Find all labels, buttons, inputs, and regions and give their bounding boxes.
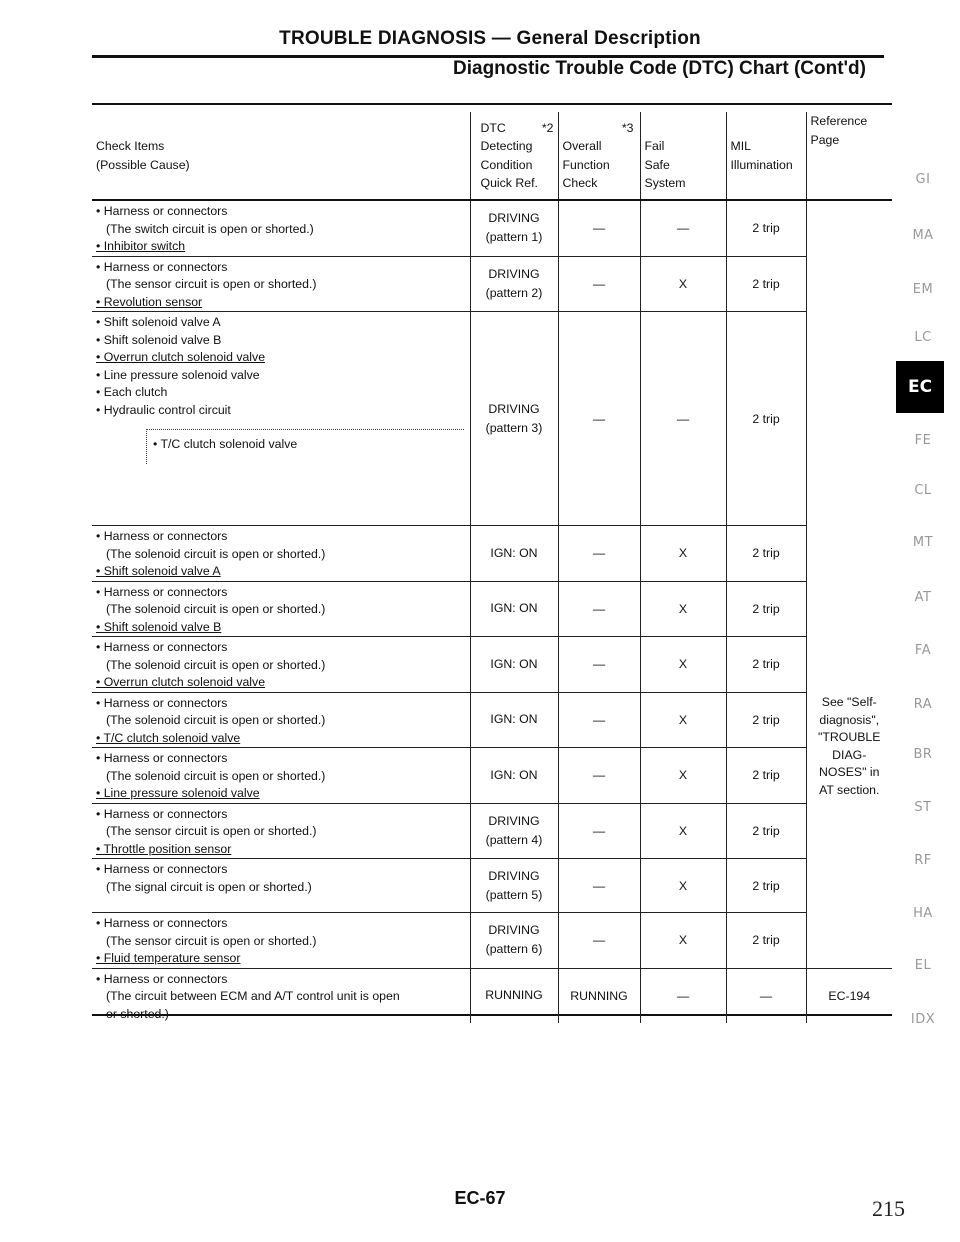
table-row <box>92 859 892 913</box>
fail-safe-cell: X <box>640 581 726 637</box>
dtc-condition-cell <box>470 200 558 256</box>
overall-cell: — <box>558 312 640 526</box>
section-tab[interactable]: EL <box>914 958 932 973</box>
section-tab-active[interactable]: EC <box>896 361 944 413</box>
dtc-condition: DRIVING <box>488 868 540 883</box>
check-item: • Harness or connectors <box>96 259 228 274</box>
dtc-condition-cell <box>470 859 558 913</box>
dtc-condition-cell <box>470 581 558 637</box>
section-tab[interactable]: EM <box>912 282 934 297</box>
header-dtc: DTC *2 Detecting Condition Quick Ref. <box>470 112 558 200</box>
check-item: • Harness or connectors <box>96 204 228 218</box>
mil-cell: 2 trip <box>726 581 806 637</box>
table-row <box>92 913 892 969</box>
check-item: (The solenoid circuit is open or shorted.) <box>106 713 326 727</box>
check-item: (The switch circuit is open or shorted.) <box>106 221 314 236</box>
dtc-condition: IGN: ON <box>490 656 538 671</box>
fail-safe-cell: — <box>640 200 726 256</box>
table-row <box>92 748 892 804</box>
check-item: (The solenoid circuit is open or shorted.) <box>106 657 326 672</box>
dtc-condition: DRIVING <box>488 813 540 828</box>
check-item: (The sensor circuit is open or shorted.) <box>106 933 317 948</box>
dtc-condition-cell <box>470 968 558 1023</box>
check-item: (The sensor circuit is open or shorted.) <box>106 277 317 291</box>
overall-cell: — <box>558 859 640 913</box>
fail-safe-cell: X <box>640 637 726 693</box>
reference-note-line: See "Self- <box>821 695 877 709</box>
overall-cell: — <box>558 637 640 693</box>
table-row <box>92 803 892 859</box>
overall-cell: — <box>558 748 640 804</box>
overall-cell: — <box>558 581 640 637</box>
mil-cell: 2 trip <box>726 692 806 748</box>
dtc-condition: (pattern 4) <box>485 832 543 847</box>
check-items-cell <box>92 200 470 256</box>
header-mil: MIL Illumination <box>726 112 806 200</box>
overall-cell: — <box>558 913 640 969</box>
reference-cell <box>806 200 892 256</box>
overall-cell: — <box>558 256 640 312</box>
fail-safe-cell: X <box>640 913 726 969</box>
check-item: • Harness or connectors <box>96 529 228 543</box>
mil-cell: 2 trip <box>726 913 806 969</box>
check-item: • Fluid temperature sensor <box>96 951 241 965</box>
check-item: (The solenoid circuit is open or shorted.) <box>106 768 326 783</box>
dtc-condition: DRIVING <box>488 401 540 416</box>
overall-cell: — <box>558 692 640 748</box>
check-item: (The solenoid circuit is open or shorted.) <box>106 546 326 561</box>
reference-note-line: NOSES" in <box>819 765 880 779</box>
check-item: (The solenoid circuit is open or shorted.) <box>106 602 326 616</box>
section-tab[interactable]: CL <box>914 483 932 498</box>
section-tab[interactable]: MT <box>912 535 934 550</box>
mil-cell: 2 trip <box>726 803 806 859</box>
check-item: • Harness or connectors <box>96 862 228 876</box>
table-row <box>92 581 892 637</box>
check-item: • Shift solenoid valve B <box>96 619 222 634</box>
check-item: • Shift solenoid valve A <box>96 315 221 329</box>
dtc-condition: IGN: ON <box>490 601 538 616</box>
dtc-chart-table <box>92 112 892 1023</box>
table-top-rule <box>92 103 892 105</box>
table-row <box>92 256 892 312</box>
header-overall: *3 Overall Function Check <box>558 112 640 200</box>
check-item: or shorted.) <box>106 1006 169 1021</box>
dtc-condition-cell <box>470 637 558 693</box>
dtc-condition: DRIVING <box>488 923 540 938</box>
fail-safe-cell: X <box>640 859 726 913</box>
fail-safe-cell: X <box>640 748 726 804</box>
dtc-condition: (pattern 6) <box>485 942 543 957</box>
header-row <box>92 112 892 200</box>
check-item: • Line pressure solenoid valve <box>96 786 260 800</box>
check-items-cell <box>92 581 470 637</box>
check-item: • T/C clutch solenoid valve <box>96 730 241 745</box>
mil-cell: — <box>726 968 806 1023</box>
reference-note-line: "TROUBLE <box>818 730 881 744</box>
check-item: • Throttle position sensor <box>96 841 232 856</box>
mil-cell: 2 trip <box>726 748 806 804</box>
check-item: • Harness or connectors <box>96 971 228 986</box>
dtc-condition: (pattern 1) <box>485 230 543 245</box>
header-reference: Reference Page <box>806 112 892 200</box>
dtc-condition: IGN: ON <box>490 545 538 560</box>
check-item: • Inhibitor switch <box>96 239 186 253</box>
mil-cell: 2 trip <box>726 526 806 582</box>
table-row <box>92 692 892 748</box>
section-tab[interactable]: HA <box>913 906 933 921</box>
check-items-cell <box>92 637 470 693</box>
section-tab[interactable]: IDX <box>910 1012 936 1027</box>
dtc-condition: DRIVING <box>488 266 540 281</box>
reference-note-line: diagnosis", <box>819 712 880 727</box>
table-row <box>92 200 892 256</box>
header-check-items: Check Items (Possible Cause) <box>96 139 190 172</box>
dtc-condition-cell <box>470 526 558 582</box>
dtc-condition: DRIVING <box>488 211 540 226</box>
fail-safe-cell: X <box>640 526 726 582</box>
check-item: • Harness or connectors <box>96 695 228 710</box>
fail-safe-cell: — <box>640 968 726 1023</box>
check-item: • Each clutch <box>96 385 168 399</box>
table-row <box>92 968 892 1023</box>
check-item: • Shift solenoid valve A <box>96 564 221 578</box>
dtc-condition-cell <box>470 748 558 804</box>
check-items-cell <box>92 526 470 582</box>
check-item: • Hydraulic control circuit <box>96 402 231 417</box>
fail-safe-cell: X <box>640 803 726 859</box>
mil-cell: 2 trip <box>726 200 806 256</box>
dtc-condition: IGN: ON <box>490 767 538 782</box>
check-items-cell <box>92 312 470 526</box>
section-title: TROUBLE DIAGNOSIS — General Description <box>279 28 701 49</box>
dtc-condition: RUNNING <box>485 988 543 1003</box>
check-items-cell <box>92 859 470 913</box>
check-item: • Harness or connectors <box>96 806 228 821</box>
table-row <box>92 312 892 526</box>
chart-title: Diagnostic Trouble Code (DTC) Chart (Cont'd) <box>453 58 866 79</box>
check-item: • Harness or connectors <box>96 584 228 599</box>
check-item: • Overrun clutch solenoid valve <box>96 675 266 689</box>
dtc-condition-cell <box>470 312 558 526</box>
dotted-subitem: • T/C clutch solenoid valve <box>146 429 464 464</box>
dtc-condition-cell <box>470 803 558 859</box>
check-item: • Shift solenoid valve B <box>96 332 222 347</box>
section-tab[interactable]: RA <box>913 697 933 712</box>
dtc-condition: (pattern 5) <box>485 887 543 902</box>
dtc-condition: (pattern 2) <box>485 285 543 300</box>
dtc-condition-cell <box>470 692 558 748</box>
check-items-cell <box>92 256 470 312</box>
section-tab[interactable]: FE <box>914 433 932 448</box>
section-tab[interactable]: LC <box>914 330 932 345</box>
check-item: • Harness or connectors <box>96 751 228 765</box>
check-item: (The circuit between ECM and A/T control unit is open <box>106 989 400 1003</box>
check-items-cell <box>92 748 470 804</box>
section-tab[interactable]: BR <box>913 747 933 762</box>
header-fail-safe: Fail Safe System <box>640 112 726 200</box>
overall-cell: — <box>558 200 640 256</box>
check-item: (The sensor circuit is open or shorted.) <box>106 824 317 838</box>
check-item: (The signal circuit is open or shorted.) <box>106 879 312 894</box>
overall-cell: RUNNING <box>558 968 640 1023</box>
check-item: • Overrun clutch solenoid valve <box>96 350 266 364</box>
page-code: EC-67 <box>454 1188 506 1208</box>
section-tab[interactable]: GI <box>915 172 931 187</box>
check-items-cell <box>92 803 470 859</box>
section-tab[interactable]: FA <box>914 643 932 658</box>
check-items-cell <box>92 968 470 1023</box>
dtc-condition-cell <box>470 913 558 969</box>
reference-note-line: DIAG- <box>832 747 867 762</box>
mil-cell: 2 trip <box>726 312 806 526</box>
mil-cell: 2 trip <box>726 859 806 913</box>
fail-safe-cell: — <box>640 312 726 526</box>
section-tab[interactable]: AT <box>914 590 932 605</box>
dtc-condition-cell <box>470 256 558 312</box>
fail-safe-cell: X <box>640 692 726 748</box>
check-items-cell <box>92 692 470 748</box>
reference-page: EC-194 <box>806 968 892 1023</box>
mil-cell: 2 trip <box>726 256 806 312</box>
dtc-condition: (pattern 3) <box>485 420 543 435</box>
check-item: • Harness or connectors <box>96 640 228 654</box>
reference-note <box>806 526 892 969</box>
section-tab[interactable]: RF <box>914 853 932 868</box>
overall-cell: — <box>558 526 640 582</box>
check-item: • Line pressure solenoid valve <box>96 367 260 382</box>
section-tab[interactable]: ST <box>914 800 932 815</box>
check-items-cell <box>92 913 470 969</box>
check-item: • Harness or connectors <box>96 916 228 930</box>
table-row <box>92 526 892 582</box>
fail-safe-cell: X <box>640 256 726 312</box>
page-number: 215 <box>872 1196 905 1221</box>
section-tab[interactable]: MA <box>912 228 934 243</box>
mil-cell: 2 trip <box>726 637 806 693</box>
reference-cell <box>806 256 892 312</box>
reference-cell <box>806 312 892 526</box>
table-row <box>92 637 892 693</box>
reference-note-line: AT section. <box>819 782 880 797</box>
overall-cell: — <box>558 803 640 859</box>
dtc-condition: IGN: ON <box>490 712 538 727</box>
check-item: • Revolution sensor <box>96 294 203 309</box>
